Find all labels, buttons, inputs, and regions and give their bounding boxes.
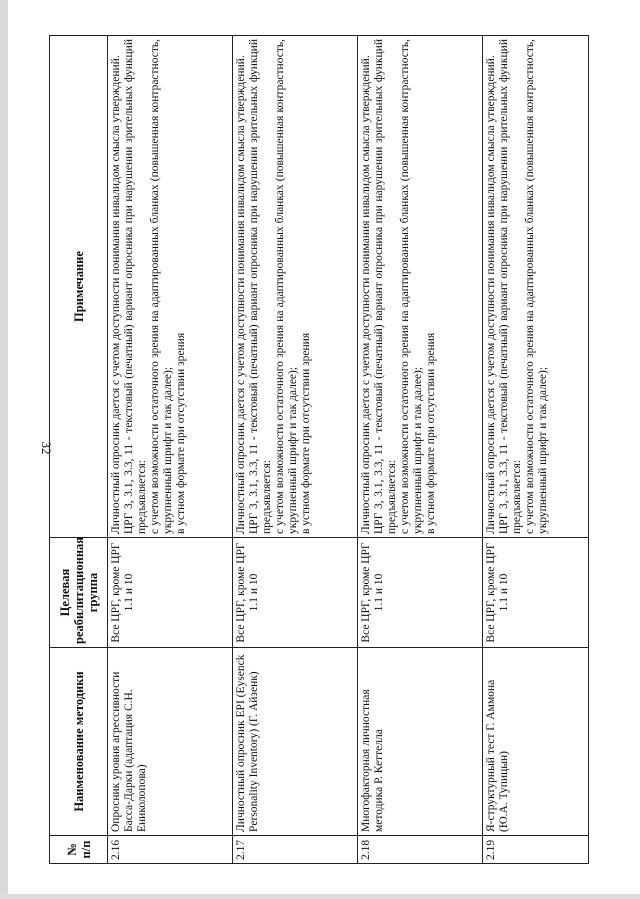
scan-edge-left bbox=[0, 0, 8, 899]
row-method: Многофакторная личностная методика Р. Кеттелла bbox=[358, 648, 483, 836]
row-method: Опросник уровня агрессивности Басса-Дарки (адаптация С.Н. Ениколопова) bbox=[108, 648, 233, 836]
row-number: 2.17 bbox=[233, 836, 358, 864]
note-line: ЦРГ 3, 3.1, 3.3, 11 - текстовый (печатный) вариант опросника при нарушении зрительных функций предъявляется: bbox=[373, 39, 399, 534]
note-line: ЦРГ 3, 3.1, 3.3, 11 - текстовый (печатный) вариант опросника при нарушении зрительных функций предъявляется: bbox=[498, 39, 524, 534]
note-line: ЦРГ 3, 3.1, 3.3, 11 - текстовый (печатный) вариант опросника при нарушении зрительных функций предъявляется: bbox=[248, 39, 274, 534]
table-row bbox=[233, 36, 358, 864]
row-group: Все ЦРГ, кроме ЦРГ 1.1 и 10 bbox=[358, 538, 483, 648]
row-number: 2.19 bbox=[483, 836, 589, 864]
row-notes bbox=[358, 36, 483, 538]
page-number: 32 bbox=[39, 441, 54, 455]
note-line: Личностный опросник дается с учетом доступности понимания инвалидом смысла утверждений. bbox=[235, 55, 248, 534]
note-line: с учетом возможности остаточного зрения на адаптированных бланках (повышенная контрастность, укрупненный шрифт и так далее); bbox=[149, 39, 174, 534]
row-method: Я-структурный тест Г. Аммона (Ю.А. Тупицын) bbox=[483, 648, 589, 836]
header-method: Наименование методики bbox=[50, 648, 108, 836]
note-line: с учетом возможности остаточного зрения на адаптированных бланках (повышенная контрастность, укрупненный шрифт и так далее); bbox=[524, 39, 550, 534]
note-line: в устном формате при отсутствии зрения bbox=[175, 332, 187, 534]
note-line: Личностный опросник дается с учетом доступности понимания инвалидом смысла утверждений. bbox=[485, 55, 498, 534]
row-group: Все ЦРГ, кроме ЦРГ 1.1 и 10 bbox=[108, 538, 233, 648]
note-line: Личностный опросник дается с учетом доступности понимания инвалидом смысла утверждений. bbox=[360, 55, 373, 534]
note-line: в устном формате при отсутствии зрения bbox=[425, 332, 438, 534]
row-method: Личностный опросник EPI (Eysenck Personality Inventory) (Г. Айзенк) bbox=[233, 648, 358, 836]
note-line: ЦРГ 3, 3.1, 3.3, 11 - текстовый (печатный) вариант опросника при нарушении зрительных функций предъявляется: bbox=[123, 39, 148, 534]
row-group: Все ЦРГ, кроме ЦРГ 1.1 и 10 bbox=[233, 538, 358, 648]
row-group: Все ЦРГ, кроме ЦРГ 1.1 и 10 bbox=[483, 538, 589, 648]
row-notes bbox=[233, 36, 358, 538]
scan-edge-bottom bbox=[0, 894, 640, 899]
note-line: Личностный опросник дается с учетом доступности понимания инвалидом смысла утверждений. bbox=[110, 55, 122, 534]
row-notes bbox=[483, 36, 589, 538]
note-line: в устном формате при отсутствии зрения bbox=[300, 332, 313, 534]
row-notes bbox=[108, 36, 233, 538]
row-number: 2.16 bbox=[108, 836, 233, 864]
row-number: 2.18 bbox=[358, 836, 483, 864]
methods-table bbox=[49, 35, 589, 864]
rotated-page-content bbox=[49, 36, 589, 864]
note-line: с учетом возможности остаточного зрения на адаптированных бланках (повышенная контрастность, укрупненный шрифт и так далее); bbox=[399, 39, 425, 534]
header-group: Целевая реабилитационная группа bbox=[50, 538, 108, 648]
table-row bbox=[108, 36, 233, 864]
table-row bbox=[483, 36, 589, 864]
note-line: с учетом возможности остаточного зрения на адаптированных бланках (повышенная контрастность, укрупненный шрифт и так далее); bbox=[274, 39, 300, 534]
table-row bbox=[358, 36, 483, 864]
header-notes: Примечание bbox=[50, 36, 108, 538]
header-number: № п/п bbox=[50, 836, 108, 864]
table-header-row bbox=[50, 36, 108, 864]
